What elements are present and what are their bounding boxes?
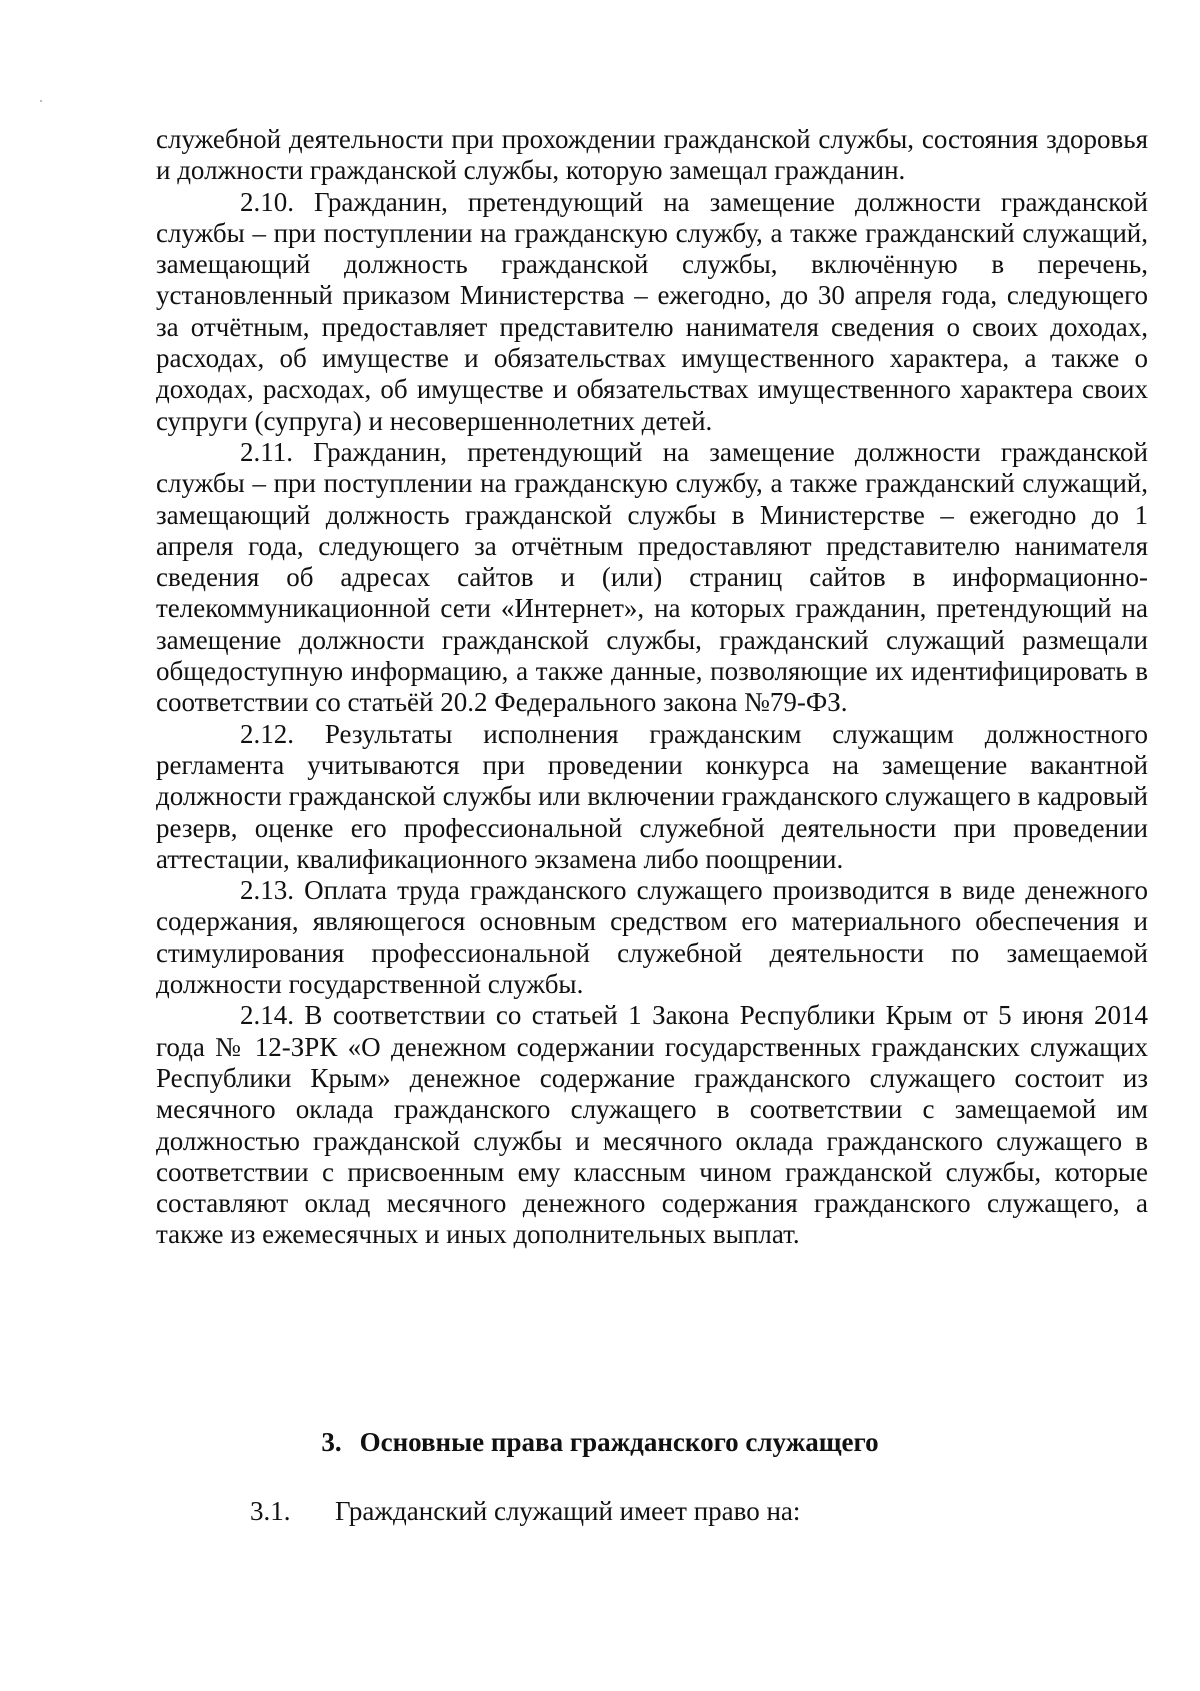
section-title: Основные права гражданского служащего xyxy=(359,1427,879,1457)
body-text xyxy=(156,124,1148,1251)
scan-artifact-dot xyxy=(40,100,42,102)
paragraph-2-14: 2.14. В соответствии со статьей 1 Закона Республики Крым от 5 июня 2014 года № 12-ЗРК «О денежном содержании государственных гражданских служащих Республики Крым» денежное содержание гражданского служащего состоит из месячного оклада гражданского служащего в соответствии с замещаемой им должностью гражданской службы и месячного оклада гражданского служащего в соответствии с присвоенным ему классным чином гражданской службы, которые составляют оклад месячного денежного содержания гражданского служащего, а также из ежемесячных и иных дополнительных выплат. xyxy=(156,1000,1148,1250)
paragraph-2-11: 2.11. Гражданин, претендующий на замещение должности гражданской службы – при поступлении на гражданскую службу, а также гражданский служащий, замещающий должность гражданской службы в Министерстве – ежегодно до 1 апреля года, следующего за отчётным предоставляют представителю нанимателя сведения об адресах сайтов и (или) страниц сайтов в информационно-телекоммуникационной сети «Интернет», на которых гражданин, претендующий на замещение должности гражданской службы, гражданский служащий размещали общедоступную информацию, а также данные, позволяющие их идентифицировать в соответствии со статьёй 20.2 Федерального закона №79-ФЗ. xyxy=(156,436,1148,718)
paragraph-2-13: 2.13. Оплата труда гражданского служащего производится в виде денежного содержания, являющегося основным средством его материального обеспечения и стимулирования профессиональной служебной деятельности по замещаемой должности государственной службы. xyxy=(156,875,1148,1000)
subitem-text: Гражданский служащий имеет право на: xyxy=(335,1496,801,1526)
paragraph-2-12: 2.12. Результаты исполнения гражданским служащим должностного регламента учитываются при проведении конкурса на замещение вакантной должности гражданской службы или включении гражданского служащего в кадровый резерв, оценке его профессиональной служебной деятельности при проведении аттестации, квалификационного экзамена либо поощрении. xyxy=(156,718,1148,874)
section-heading xyxy=(0,1426,1200,1458)
section-number: 3. xyxy=(321,1427,342,1457)
subitem-number: 3.1. xyxy=(250,1496,291,1526)
paragraph-continuation: служебной деятельности при прохождении гражданской службы, состояния здоровья и должности гражданской службы, которую замещал гражданин. xyxy=(156,124,1148,186)
subitem-3-1 xyxy=(250,1495,800,1527)
paragraph-2-10: 2.10. Гражданин, претендующий на замещение должности гражданской службы – при поступлении на гражданскую службу, а также гражданский служащий, замещающий должность гражданской службы, включённую в перечень, установленный приказом Министерства – ежегодно, до 30 апреля года, следующего за отчётным, предоставляет представителю нанимателя сведения о своих доходах, расходах, об имуществе и обязательствах имущественного характера, а также о доходах, расходах, об имуществе и обязательствах имущественного характера своих супруги (супруга) и несовершеннолетних детей. xyxy=(156,186,1148,436)
